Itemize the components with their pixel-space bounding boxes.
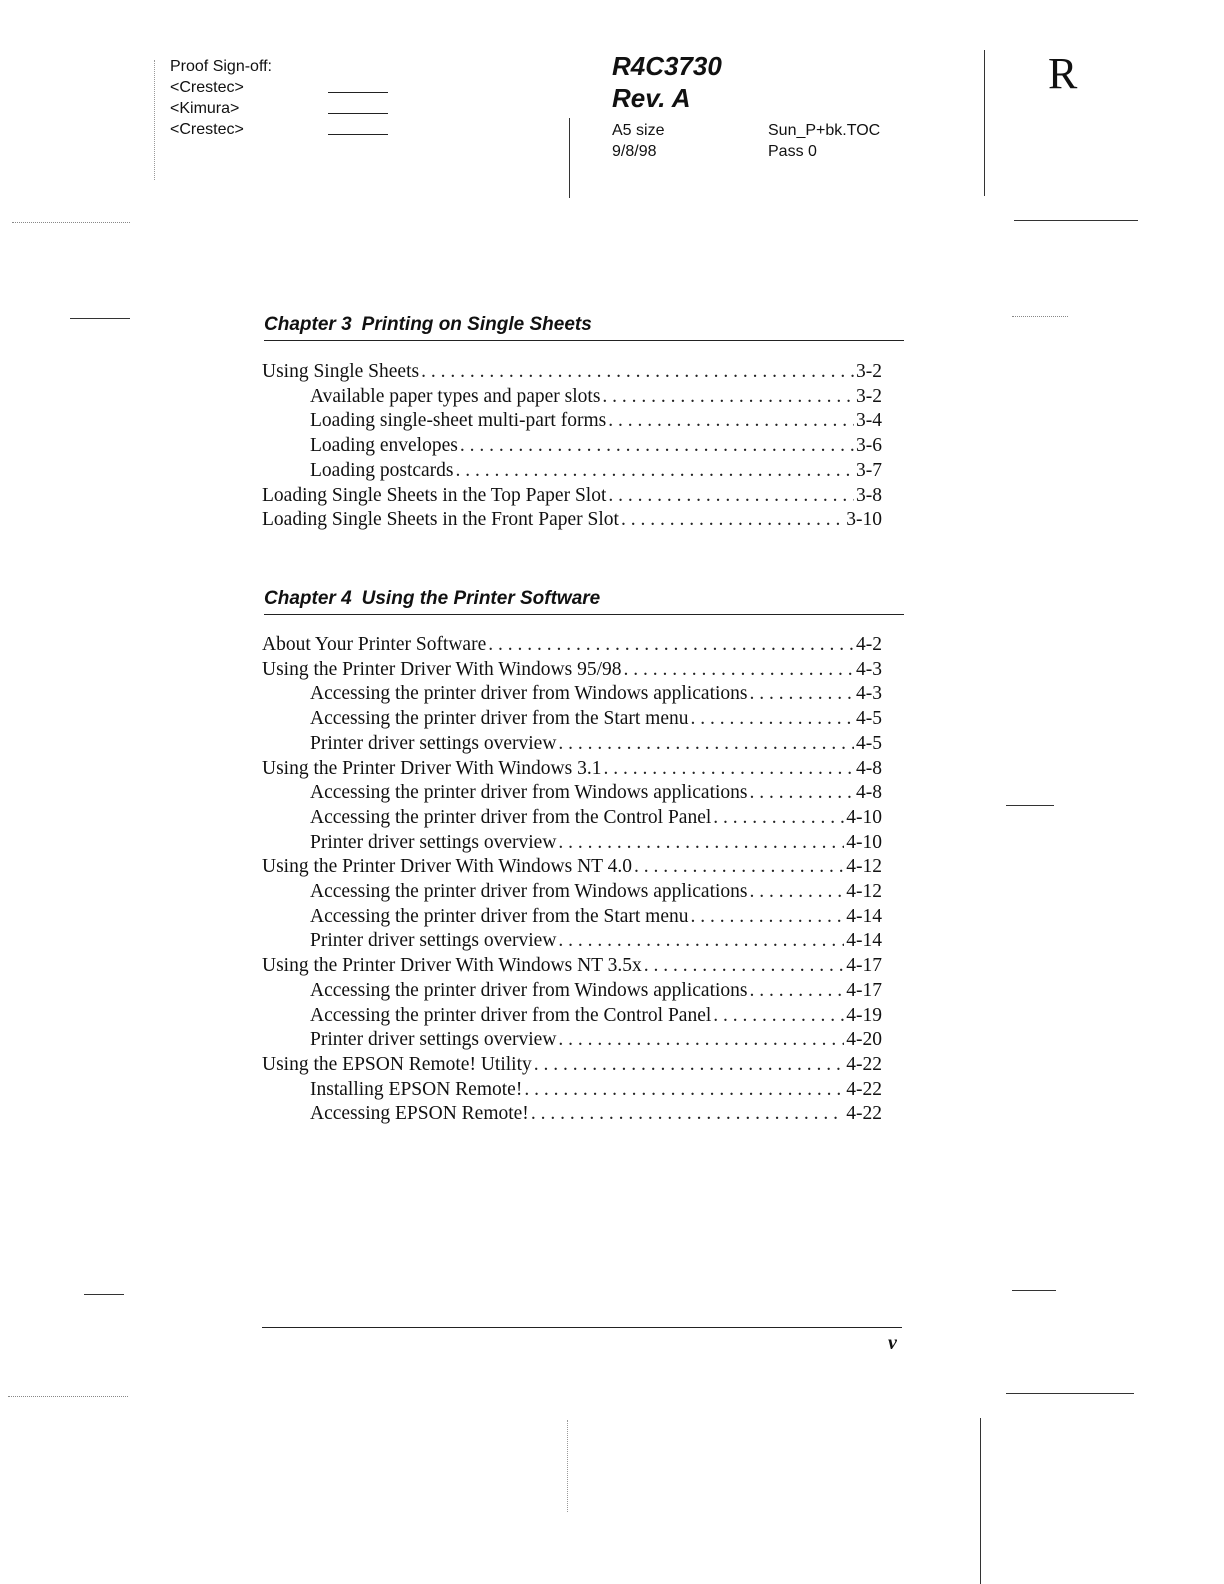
- toc-entry-title: Using the Printer Driver With Windows NT 3.5x: [262, 955, 642, 977]
- model-block: [612, 50, 722, 114]
- toc-entry: [262, 905, 882, 930]
- toc-entry-page: 3-7: [856, 459, 882, 481]
- dot-leader: [534, 1053, 845, 1078]
- chapter-3-title: [264, 314, 904, 341]
- toc-entry-title: Accessing the printer driver from Windows applications: [310, 979, 748, 1001]
- toc-entry-page: 3-10: [846, 509, 882, 531]
- toc-entry-title: Accessing the printer driver from Windows applications: [310, 782, 748, 804]
- toc-entry: [262, 806, 882, 831]
- dot-leader: [460, 434, 854, 459]
- crop-mark: [1006, 805, 1054, 806]
- toc-entry: [262, 658, 882, 683]
- crop-mark: [12, 222, 130, 223]
- filename: Sun_P+bk.TOC: [768, 122, 881, 139]
- toc-entry-title: Printer driver settings overview: [310, 930, 557, 952]
- toc-entry: [262, 954, 882, 979]
- revision: Rev. A: [612, 83, 691, 113]
- crop-mark: [567, 1420, 568, 1512]
- dot-leader: [713, 806, 844, 831]
- dot-leader: [608, 409, 854, 434]
- toc-entry-page: 3-2: [856, 385, 882, 407]
- dot-leader: [488, 633, 854, 658]
- dot-leader: [634, 855, 844, 880]
- chapter-number: Chapter 3: [264, 314, 352, 335]
- toc-entry: [262, 781, 882, 806]
- dot-leader: [691, 707, 854, 732]
- toc-entry: [262, 831, 882, 856]
- toc-entry-title: Loading postcards: [310, 459, 454, 481]
- dot-leader: [531, 1102, 844, 1127]
- toc-entry-page: 4-3: [856, 683, 882, 705]
- toc-entry-page: 4-12: [846, 881, 882, 903]
- toc-entry-title: Loading envelopes: [310, 435, 458, 457]
- page-number: v: [888, 1332, 897, 1354]
- toc-entry-page: 4-5: [856, 732, 882, 754]
- crop-mark: [569, 118, 570, 198]
- toc-entry-page: 4-12: [846, 856, 882, 878]
- toc-entry-title: Loading single-sheet multi-part forms: [310, 410, 607, 432]
- dot-leader: [750, 880, 845, 905]
- toc-entry-page: 3-8: [856, 484, 882, 506]
- toc-entry: [262, 1102, 882, 1127]
- signoff-1: <Crestec>: [170, 79, 244, 96]
- crop-mark: [84, 1294, 124, 1295]
- toc-entry-page: 4-17: [846, 979, 882, 1001]
- dot-leader: [524, 1078, 844, 1103]
- toc-entry: [262, 385, 882, 410]
- dot-leader: [691, 905, 845, 930]
- toc-entry: [262, 434, 882, 459]
- toc-entry-title: Printer driver settings overview: [310, 732, 557, 754]
- meta-left: [612, 120, 664, 162]
- crop-mark: [1012, 316, 1068, 317]
- toc-entry-page: 4-22: [846, 1103, 882, 1125]
- dot-leader: [602, 385, 854, 410]
- toc-entry-page: 4-3: [856, 658, 882, 680]
- model-number: R4C3730: [612, 51, 722, 81]
- toc-entry-title: Using the EPSON Remote! Utility: [262, 1053, 532, 1075]
- paper-size: A5 size: [612, 122, 665, 139]
- toc-entry: [262, 1028, 882, 1053]
- chapter-3-toc: [262, 360, 882, 533]
- toc-entry-title: Installing EPSON Remote!: [310, 1078, 523, 1100]
- chapter-4-title: [264, 588, 904, 615]
- toc-entry-title: Accessing the printer driver from Windows applications: [310, 683, 748, 705]
- crop-mark: [1014, 220, 1138, 221]
- crop-mark: [1012, 1290, 1056, 1291]
- dot-leader: [421, 360, 854, 385]
- toc-entry-title: About Your Printer Software: [262, 634, 487, 655]
- toc-entry: [262, 929, 882, 954]
- toc-entry-page: 4-14: [846, 905, 882, 927]
- footer-rule: [262, 1327, 902, 1328]
- dot-leader: [621, 508, 844, 533]
- toc-entry-page: 4-5: [856, 708, 882, 730]
- toc-entry-page: 4-19: [846, 1004, 882, 1026]
- toc-entry-title: Available paper types and paper slots: [310, 385, 601, 407]
- toc-entry: [262, 855, 882, 880]
- toc-entry: [262, 1004, 882, 1029]
- toc-entry-title: Accessing the printer driver from the Control Panel: [310, 1004, 712, 1026]
- toc-entry-title: Accessing the printer driver from the Start menu: [310, 708, 689, 730]
- date: 9/8/98: [612, 143, 657, 160]
- chapter-title-text: Printing on Single Sheets: [361, 314, 592, 335]
- tab-letter: R: [1048, 49, 1078, 98]
- toc-entry: [262, 880, 882, 905]
- dot-leader: [456, 459, 854, 484]
- toc-entry-page: 4-17: [846, 955, 882, 977]
- toc-entry-title: Loading Single Sheets in the Front Paper Slot: [262, 509, 619, 531]
- toc-entry-title: Accessing the printer driver from the Control Panel: [310, 806, 712, 828]
- chapter-number: Chapter 4: [264, 588, 352, 609]
- dot-leader: [558, 1028, 844, 1053]
- pass: Pass 0: [768, 143, 817, 160]
- toc-entry: [262, 979, 882, 1004]
- toc-entry-page: 4-2: [856, 634, 882, 655]
- toc-entry-title: Loading Single Sheets in the Top Paper Slot: [262, 484, 607, 506]
- toc-entry-page: 3-2: [856, 361, 882, 382]
- dot-leader: [624, 658, 854, 683]
- toc-entry-title: Accessing EPSON Remote!: [310, 1103, 529, 1125]
- toc-entry: [262, 409, 882, 434]
- meta-right: [768, 120, 880, 162]
- toc-entry: [262, 1078, 882, 1103]
- signoff-line-2: [328, 113, 388, 114]
- dot-leader: [603, 757, 854, 782]
- proof-signoff: [170, 56, 272, 140]
- dot-leader: [558, 929, 844, 954]
- toc-entry-page: 3-4: [856, 410, 882, 432]
- crop-mark: [984, 50, 985, 196]
- toc-entry: [262, 484, 882, 509]
- dot-leader: [750, 979, 845, 1004]
- proof-label: Proof Sign-off:: [170, 58, 272, 75]
- toc-entry: [262, 508, 882, 533]
- signoff-line-3: [328, 134, 388, 135]
- toc-entry-page: 4-22: [846, 1053, 882, 1075]
- toc-entry-page: 4-22: [846, 1078, 882, 1100]
- toc-entry-title: Using the Printer Driver With Windows NT 4.0: [262, 856, 632, 878]
- chapter-4-toc: [262, 633, 882, 1127]
- toc-entry: [262, 757, 882, 782]
- dot-leader: [558, 732, 854, 757]
- toc-entry-page: 3-6: [856, 435, 882, 457]
- dot-leader: [750, 781, 855, 806]
- toc-entry-title: Using Single Sheets: [262, 361, 420, 382]
- dot-leader: [644, 954, 845, 979]
- signoff-line-1: [328, 92, 388, 93]
- crop-mark: [8, 1396, 128, 1397]
- dot-leader: [750, 682, 855, 707]
- toc-entry: [262, 707, 882, 732]
- toc-entry-page: 4-10: [846, 806, 882, 828]
- crop-mark: [70, 318, 130, 319]
- toc-entry-page: 4-10: [846, 831, 882, 853]
- toc-entry-title: Printer driver settings overview: [310, 1029, 557, 1051]
- toc-entry-title: Printer driver settings overview: [310, 831, 557, 853]
- dot-leader: [713, 1004, 844, 1029]
- toc-entry-page: 4-8: [856, 757, 882, 779]
- toc-entry-title: Accessing the printer driver from Windows applications: [310, 881, 748, 903]
- signoff-3: <Crestec>: [170, 121, 244, 138]
- signoff-2: <Kimura>: [170, 100, 240, 117]
- toc-entry-page: 4-14: [846, 930, 882, 952]
- dot-leader: [608, 484, 854, 509]
- toc-entry-title: Using the Printer Driver With Windows 3.1: [262, 757, 602, 779]
- toc-entry: [262, 360, 882, 385]
- chapter-title-text: Using the Printer Software: [361, 588, 601, 609]
- toc-entry: [262, 1053, 882, 1078]
- crop-mark: [154, 60, 155, 180]
- toc-entry-title: Using the Printer Driver With Windows 95/98: [262, 658, 622, 680]
- toc-entry-page: 4-20: [846, 1029, 882, 1051]
- toc-entry: [262, 459, 882, 484]
- toc-entry: [262, 682, 882, 707]
- crop-mark: [980, 1418, 981, 1584]
- crop-mark: [1006, 1393, 1134, 1394]
- toc-entry: [262, 633, 882, 658]
- toc-entry-title: Accessing the printer driver from the Start menu: [310, 905, 689, 927]
- dot-leader: [558, 831, 844, 856]
- toc-entry: [262, 732, 882, 757]
- toc-entry-page: 4-8: [856, 782, 882, 804]
